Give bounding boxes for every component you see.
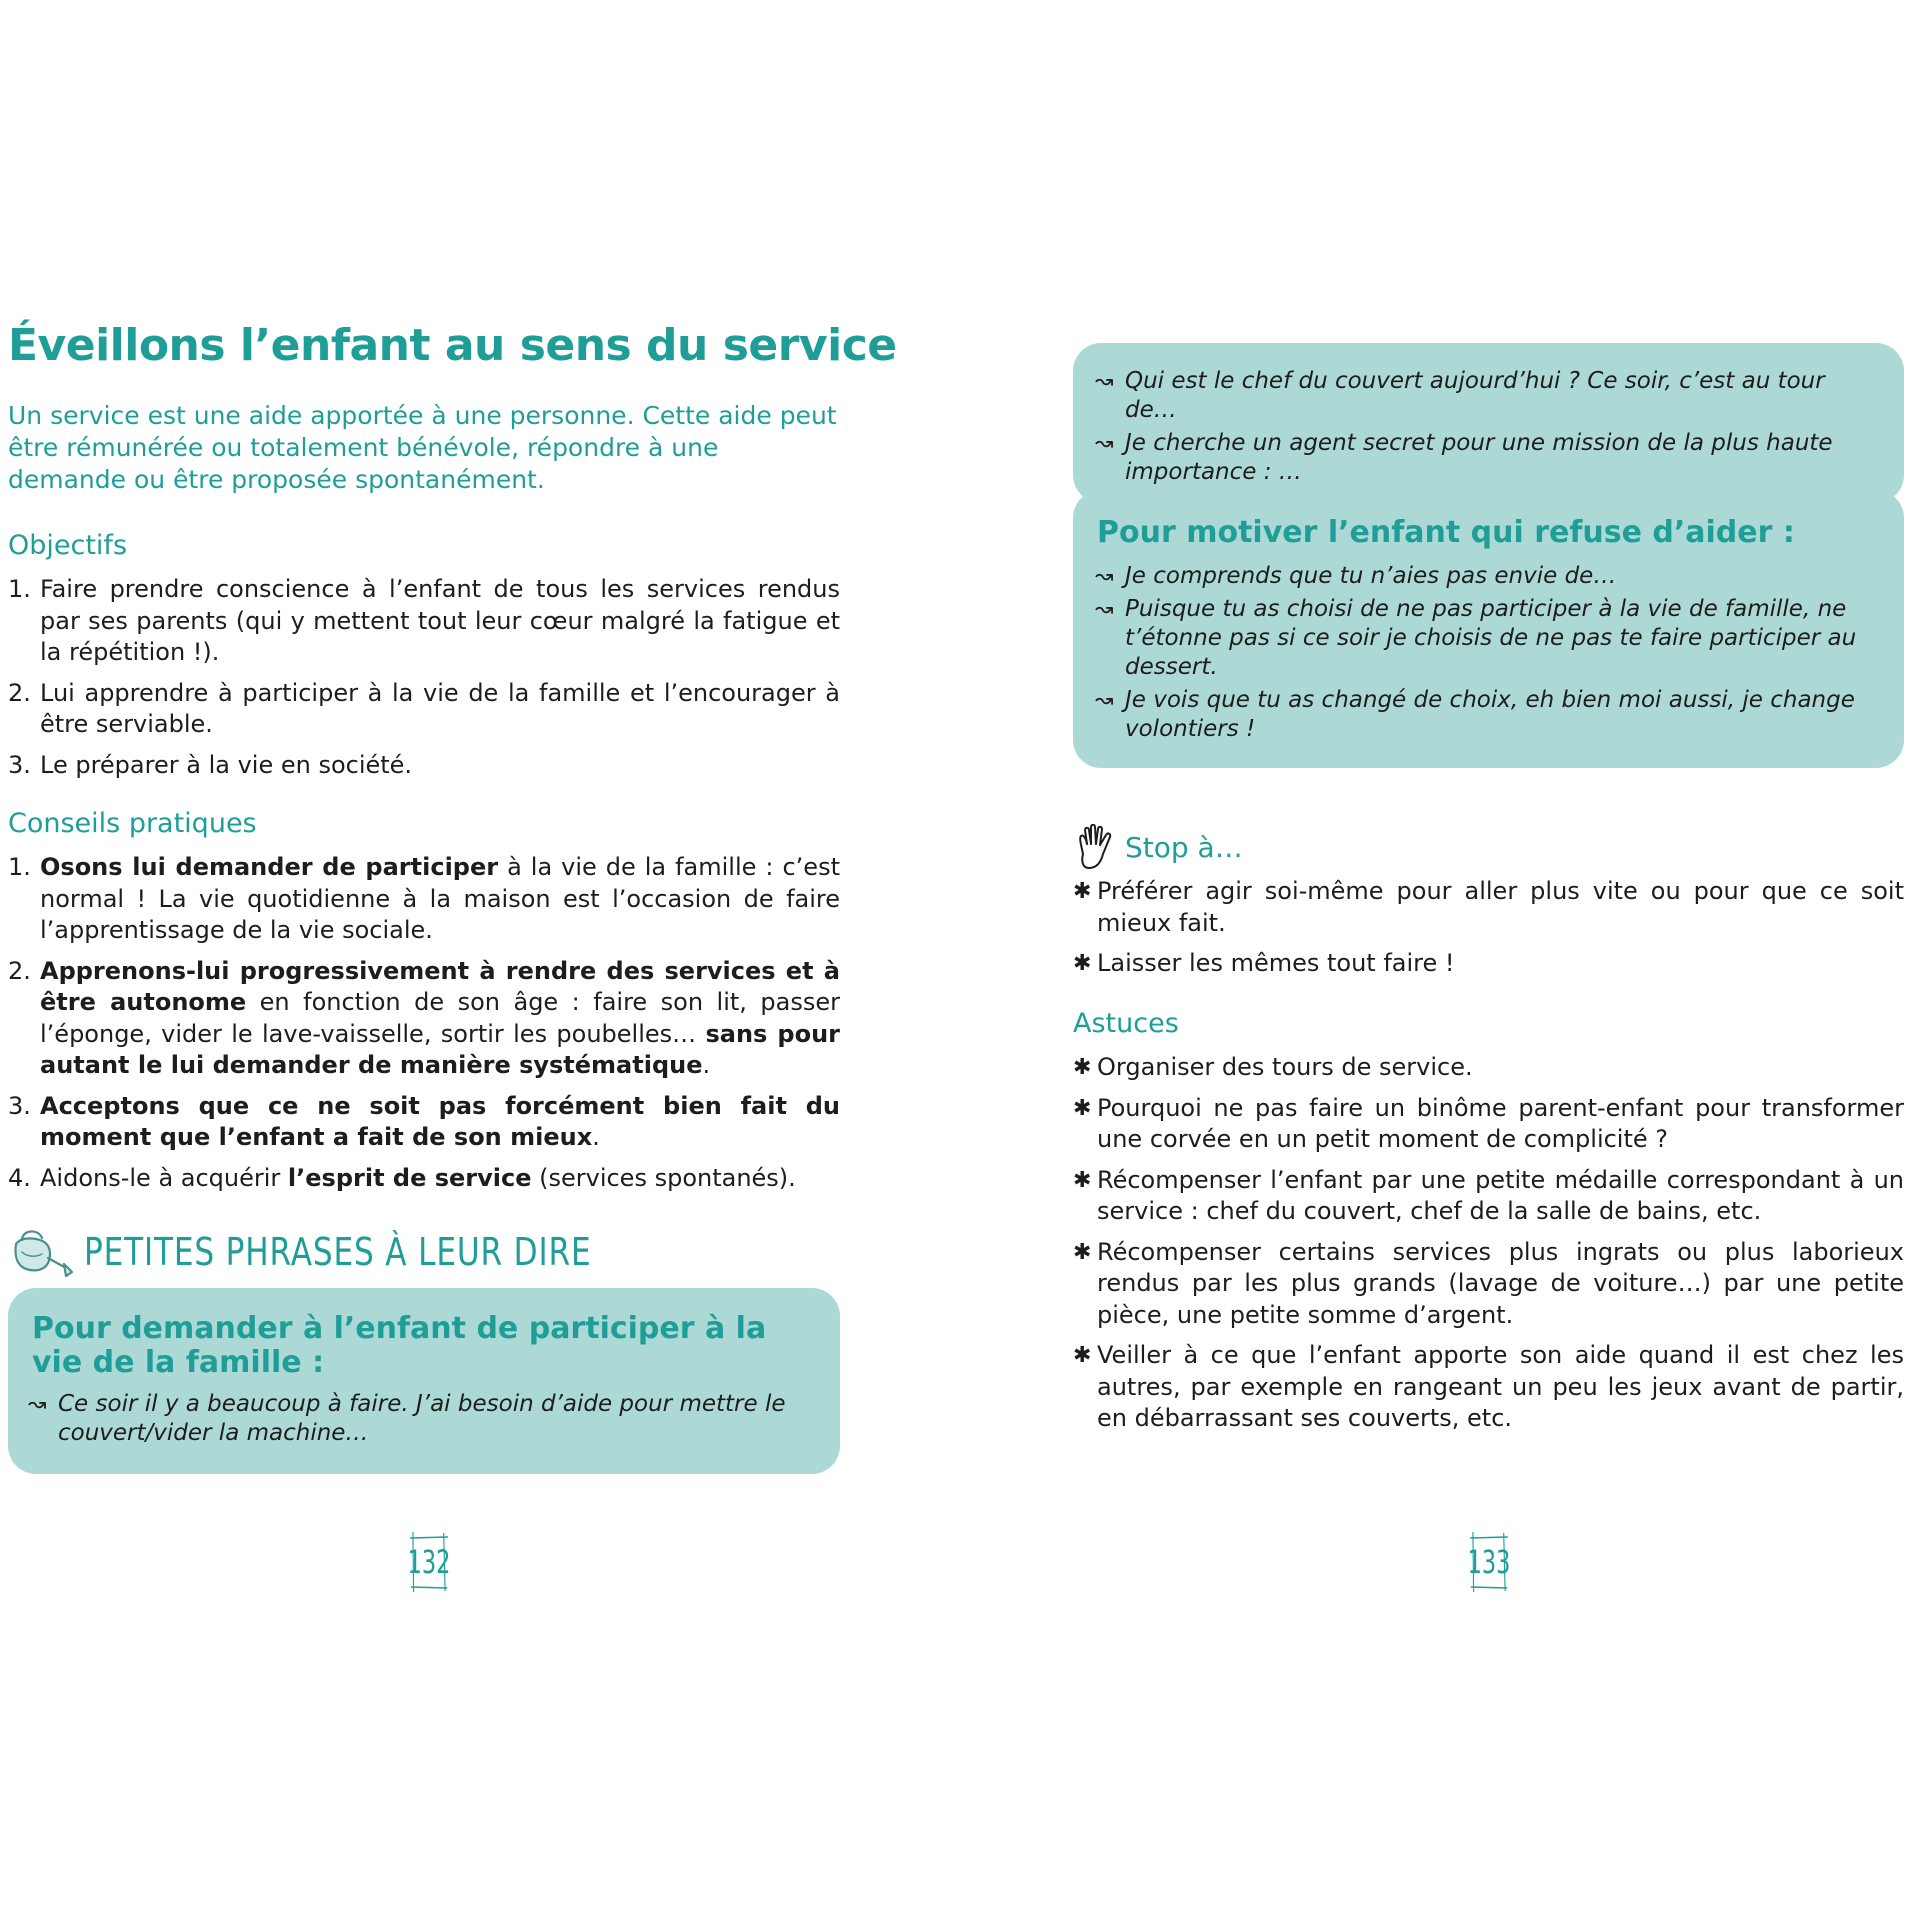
page-number: 132 <box>409 1532 450 1592</box>
stop-list <box>1073 876 1904 989</box>
star-icon: ✱ <box>1073 951 1092 976</box>
list-item: 1. Faire prendre conscience à l’enfant de tous les services rendus par ses parents (qui y mettent tout leur cœur malgré la fatigue et la répétition !). <box>8 575 840 666</box>
conseils-list <box>8 852 840 1203</box>
phrase-item: ↝ Je vois que tu as changé de choix, eh bien moi aussi, je change volontiers ! <box>1095 687 1855 742</box>
phrase-list <box>1095 562 1885 748</box>
arrow-icon: ↝ <box>1095 564 1114 589</box>
astuces-list <box>1073 1052 1904 1444</box>
list-item: 3. Le préparer à la vie en société. <box>8 750 413 779</box>
stop-heading: Stop à… <box>1125 830 1243 864</box>
list-item: 3. Acceptons que ce ne soit pas forcément bien fait du moment que l’enfant a fait de son mieux. <box>8 1091 840 1151</box>
hand-stop-icon <box>1073 824 1117 870</box>
arrow-icon: ↝ <box>1095 369 1114 394</box>
list-item: 2. Lui apprendre à participer à la vie de la famille et l’encourager à être serviable. <box>8 678 840 738</box>
phrase-item: ↝ Ce soir il y a beaucoup à faire. J’ai besoin d’aide pour mettre le couvert/vider la machine… <box>28 1391 786 1446</box>
phrases-card-bottom <box>1073 490 1904 768</box>
list-item: 4. Aidons-le à acquérir l’esprit de service (services spontanés). <box>8 1163 796 1192</box>
star-icon: ✱ <box>1073 1095 1092 1121</box>
star-icon: ✱ <box>1073 1055 1092 1080</box>
arrow-icon: ↝ <box>1095 688 1114 713</box>
page-number: 133 <box>1469 1532 1510 1592</box>
section-title: PETITES PHRASES À LEUR DIRE <box>84 1230 592 1274</box>
objectifs-list <box>8 574 840 790</box>
phrases-card-top <box>1073 343 1904 503</box>
arrow-icon: ↝ <box>1095 597 1114 622</box>
phrase-item: ↝ Je cherche un agent secret pour une mission de la plus haute importance : … <box>1095 430 1833 485</box>
arrow-icon: ↝ <box>1095 431 1114 456</box>
page-title: Éveillons l’enfant au sens du service <box>8 320 897 371</box>
page-frame-icon <box>409 1532 450 1592</box>
card-heading: Pour motiver l’enfant qui refuse d’aider : <box>1097 515 1795 550</box>
phrases-card <box>8 1288 840 1474</box>
list-item: 2. Apprenons-lui progressivement à rendre des services et à être autonome en fonction de son âge : faire son lit, passer l’éponge, vider le lave-vaisselle, sortir les poubelles… sans pour autant le lui demander de manière systématique. <box>8 956 840 1079</box>
list-item: ✱ Veiller à ce que l’enfant apporte son aide quand il est chez les autres, par exemple en rangeant un peu les jeux avant de partir, en débarrassant ses couverts, etc. <box>1073 1341 1904 1432</box>
phrase-item: ↝ Qui est le chef du couvert aujourd’hui ? Ce soir, c’est au tour de… <box>1095 368 1825 423</box>
conseils-heading: Conseils pratiques <box>8 808 257 839</box>
phrase-item: ↝ Puisque tu as choisi de ne pas participer à la vie de famille, ne t’étonne pas si ce soir je choisis de ne pas te faire participer au dessert. <box>1095 596 1857 680</box>
card-heading: Pour demander à l’enfant de participer à la vie de la famille : <box>32 1311 767 1380</box>
star-icon: ✱ <box>1073 1343 1092 1368</box>
phrase-list <box>1095 367 1875 491</box>
list-item: ✱ Laisser les mêmes tout faire ! <box>1073 948 1904 980</box>
list-item: 1. Osons lui demander de participer à la vie de la famille : c’est normal ! La vie quotidienne à la maison est l’occasion de faire l’apprentissage de la vie sociale. <box>8 853 840 944</box>
arrow-icon: ↝ <box>28 1392 47 1417</box>
stop-header <box>1073 824 1243 870</box>
list-item: ✱ Récompenser l’enfant par une petite médaille correspondant à un service : chef du couvert, chef de la salle de bains, etc. <box>1073 1165 1904 1225</box>
objectifs-heading: Objectifs <box>8 530 128 561</box>
list-item: ✱ Préférer agir soi-même pour aller plus vite ou pour que ce soit mieux fait. <box>1073 877 1904 937</box>
page-frame-icon <box>1469 1532 1510 1592</box>
intro-text: Un service est une aide apportée à une personne. Cette aide peut être rémunérée ou totalement bénévole, répondre à une demande ou être proposée spontanément. <box>8 401 837 494</box>
star-icon: ✱ <box>1073 879 1092 904</box>
phrase-item: ↝ Je comprends que tu n’aies pas envie de… <box>1095 563 1617 589</box>
list-item: ✱ Pourquoi ne pas faire un binôme parent-enfant pour transformer une corvée en un petit moment de complicité ? <box>1073 1093 1904 1153</box>
phrase-list <box>28 1390 808 1452</box>
watering-can-icon <box>8 1222 76 1280</box>
list-item: ✱ Organiser des tours de service. <box>1073 1052 1904 1084</box>
star-icon: ✱ <box>1073 1239 1092 1265</box>
list-item: ✱ Récompenser certains services plus ingrats ou plus laborieux rendus par les plus grands (lavage de voiture…) par une petite pièce, une petite somme d’argent. <box>1073 1237 1904 1329</box>
astuces-heading: Astuces <box>1073 1008 1179 1039</box>
section-header <box>8 1222 703 1280</box>
star-icon: ✱ <box>1073 1167 1092 1193</box>
